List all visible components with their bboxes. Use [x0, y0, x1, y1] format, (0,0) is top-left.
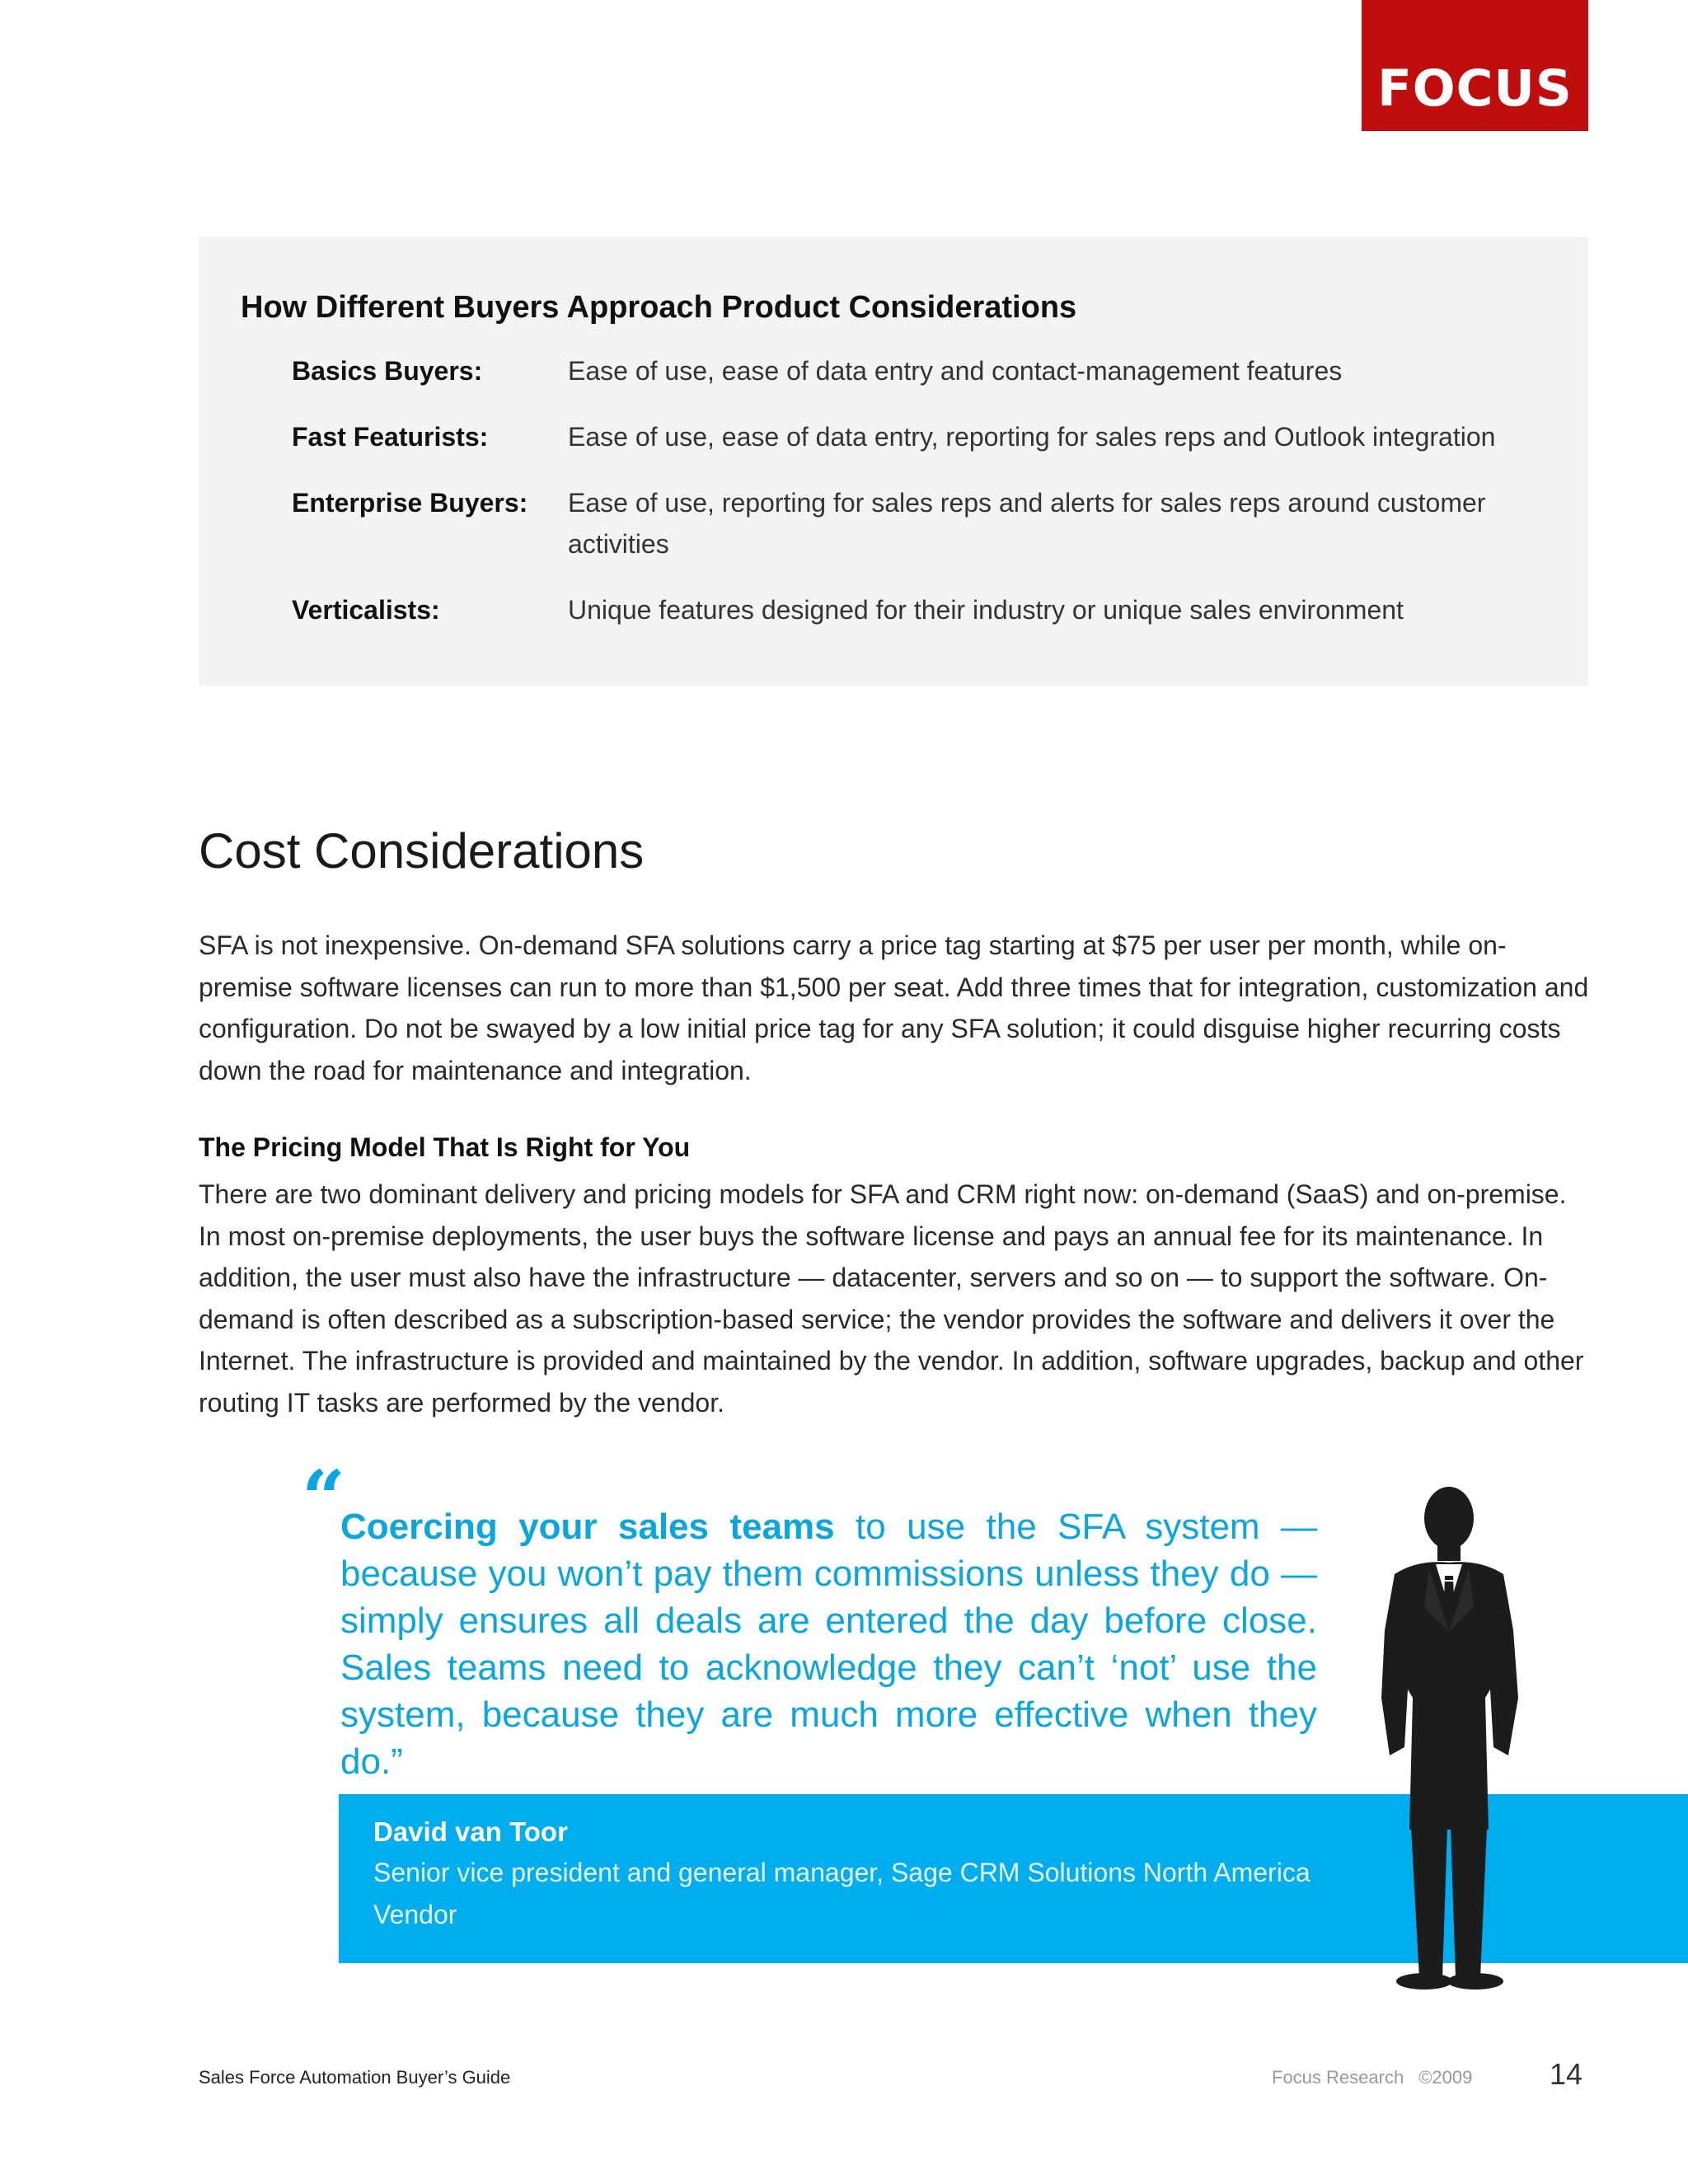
quote-body: to use the SFA system — because you won’t pay them commissions unless they do — simply ensures all deals are entered the day before close. Sales teams need to acknowledge they can’t ‘not’ use the system, because they are much more effective when they do.”: [340, 1507, 1318, 1782]
pricing-subhead: The Pricing Model That Is Right for You: [199, 1132, 691, 1162]
businessman-silhouette-icon: [1343, 1483, 1550, 2011]
buyer-label: Fast Featurists:: [292, 422, 489, 452]
buyer-label: Enterprise Buyers:: [292, 488, 528, 518]
buyer-desc: Ease of use, ease of data entry and contact-management features: [568, 356, 1343, 386]
footer-guide-title: Sales Force Automation Buyer’s Guide: [199, 2067, 511, 2088]
footer-org: Focus Research: [1272, 2067, 1404, 2088]
buyer-considerations-box: [199, 237, 1588, 686]
pull-quote: [340, 1503, 1317, 1785]
buyer-desc: Ease of use, ease of data entry, reporting for sales reps and Outlook integration: [568, 422, 1496, 452]
page-number: 14: [1550, 2057, 1583, 2091]
speaker-name: David van Toor: [373, 1816, 568, 1847]
cost-paragraph: SFA is not inexpensive. On-demand SFA solutions carry a price tag starting at $75 per user per month, while on-premise software licenses can run to more than $1,500 per seat. Add three times that for integration, customization and configuration. Do not be swayed by a low initial price tag for any SFA solution; it could disguise higher recurring costs down the road for maintenance and integration.: [199, 930, 1589, 1085]
logo-text: FOCUS: [1377, 59, 1573, 118]
section-title: Cost Considerations: [199, 823, 645, 879]
footer-copyright: ©2009: [1418, 2067, 1473, 2088]
speaker-title: Senior vice president and general manager, Sage CRM Solutions North America: [373, 1858, 1311, 1887]
box-title: How Different Buyers Approach Product Considerations: [241, 290, 1077, 325]
pricing-paragraph: There are two dominant delivery and pricing models for SFA and CRM right now: on-demand (SaaS) and on-premise. In most on-premise deployments, the user buys the software license and pays an annual fee for its maintenance. In addition, the user must also have the infrastructure — datacenter, servers and so on — to support the software. On-demand is often described as a subscription-based service; the vendor provides the software and delivers it over the Internet. The infrastructure is provided and maintained by the vendor. In addition, software upgrades, backup and other routing IT tasks are performed by the vendor.: [199, 1179, 1584, 1418]
speaker-role: Vendor: [373, 1900, 457, 1929]
quote-mark-icon: “: [302, 1454, 345, 1543]
buyer-desc: Ease of use, reporting for sales reps and alerts for sales reps around customer activities: [568, 488, 1486, 559]
quote-lead: Coercing your sales teams: [340, 1507, 835, 1547]
footer-credit: [1272, 2067, 1472, 2088]
focus-logo: [1362, 0, 1588, 131]
buyer-label: Verticalists:: [292, 595, 440, 625]
buyer-label: Basics Buyers:: [292, 356, 483, 386]
buyer-desc: Unique features designed for their industry or unique sales environment: [568, 595, 1404, 625]
